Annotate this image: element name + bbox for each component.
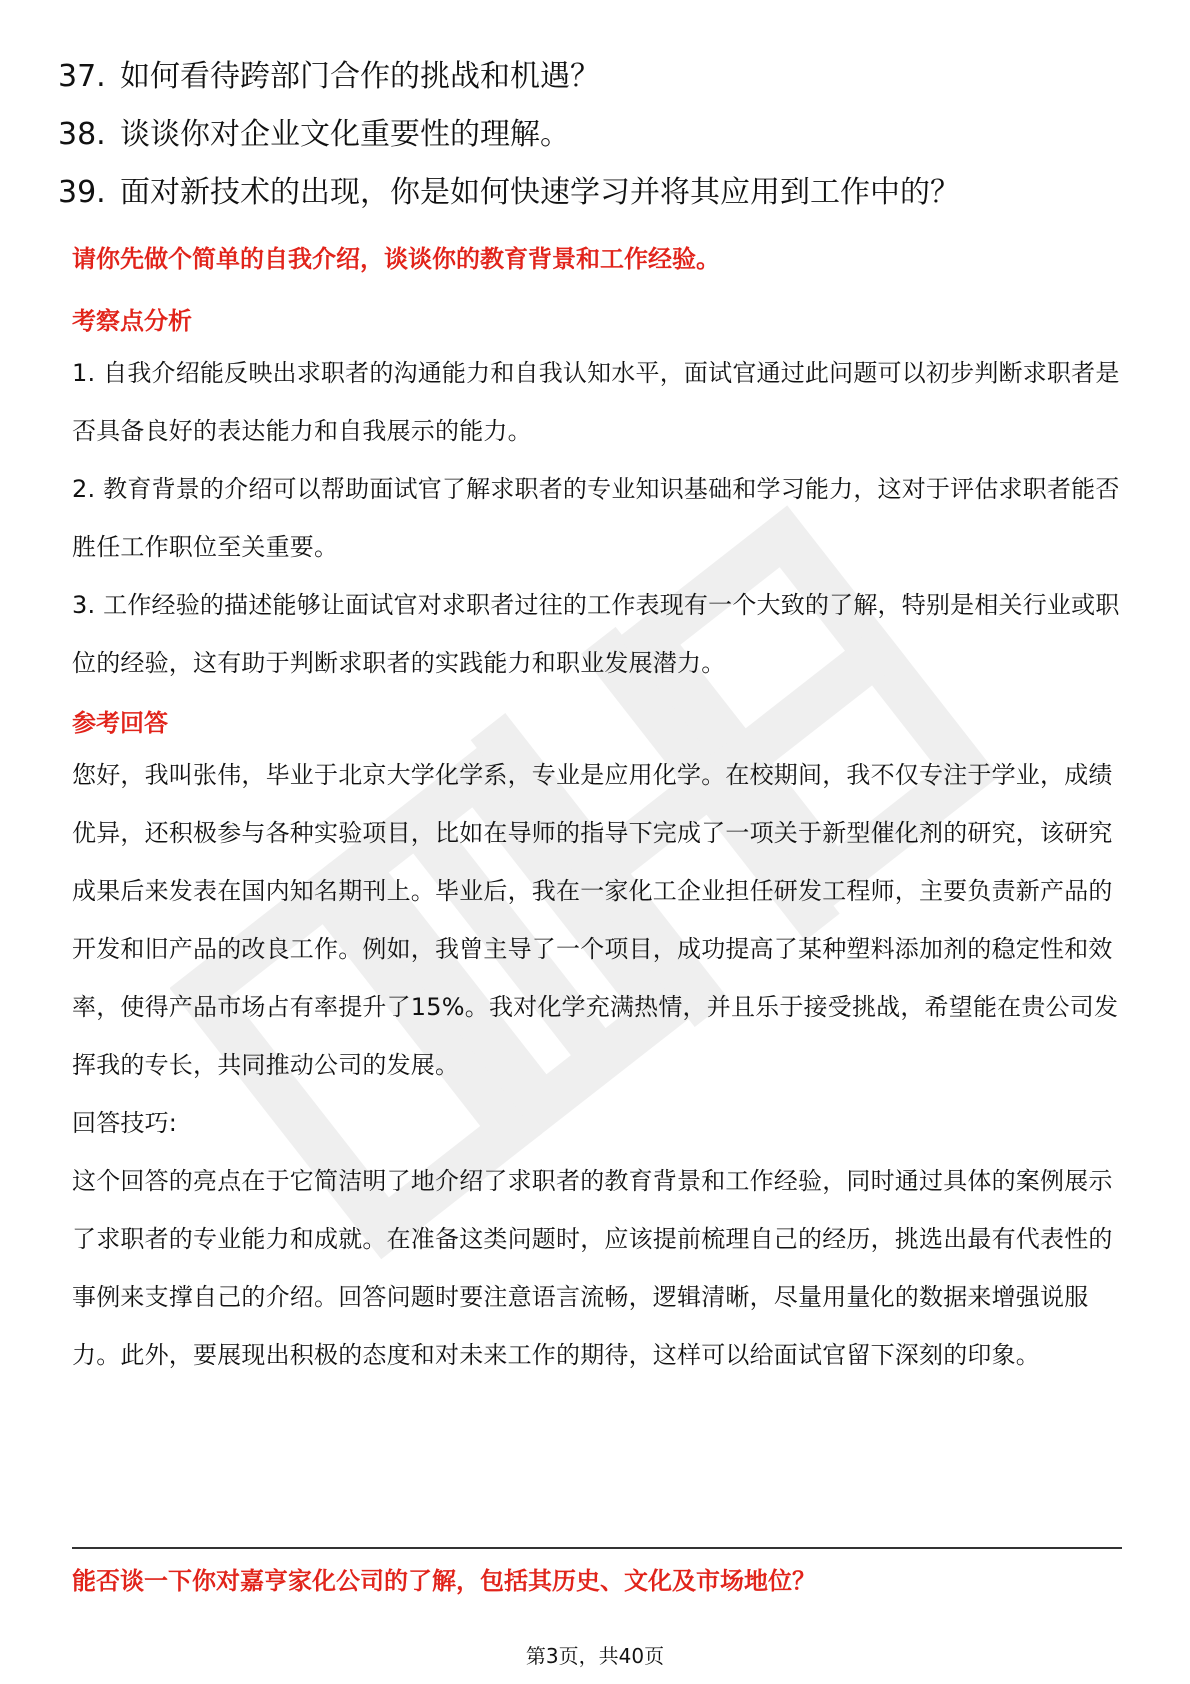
analysis-point: 3. 工作经验的描述能够让面试官对求职者过往的工作表现有一个大致的了解，特别是相关行业或职位的经验，这有助于判断求职者的实践能力和职业发展潜力。 (72, 591, 1120, 677)
question-text: 如何看待跨部门合作的挑战和机遇？ (120, 59, 600, 94)
question-number: 38. (58, 117, 106, 152)
question-item-38 (58, 106, 1138, 164)
question-text: 谈谈你对企业文化重要性的理解。 (120, 117, 570, 152)
question-number: 39. (58, 175, 106, 210)
next-question-block (72, 1566, 1122, 1596)
tips-text: 这个回答的亮点在于它简洁明了地介绍了求职者的教育背景和工作经验，同时通过具体的案例展示了求职者的专业能力和成就。在准备这类问题时，应该提前梳理自己的经历，挑选出最有代表性的事例来支撑自己的介绍。回答问题时要注意语言流畅，逻辑清晰，尽量用量化的数据来增强说服力。此外，要展现出积极的态度和对未来工作的期待，这样可以给面试官留下深刻的印象。 (72, 1167, 1113, 1369)
reference-heading: 参考回答 (72, 709, 168, 737)
next-question: 能否谈一下你对嘉亨家化公司的了解，包括其历史、文化及市场地位？ (72, 1567, 816, 1595)
analysis-heading: 考察点分析 (72, 307, 192, 335)
question-section (72, 244, 1122, 1384)
section-question: 请你先做个简单的自我介绍，谈谈你的教育背景和工作经验。 (72, 245, 720, 273)
analysis-points (72, 344, 1122, 692)
question-text: 面对新技术的出现，你是如何快速学习并将其应用到工作中的？ (120, 175, 960, 210)
question-list (58, 48, 1138, 222)
page-number: 第3页，共40页 (525, 1644, 665, 1668)
analysis-point: 2. 教育背景的介绍可以帮助面试官了解求职者的专业知识基础和学习能力，这对于评估求职者能否胜任工作职位至关重要。 (72, 475, 1120, 561)
divider (72, 1547, 1122, 1549)
tips-heading: 回答技巧: (72, 1109, 178, 1137)
question-number: 37. (58, 59, 106, 94)
reference-answer: 您好，我叫张伟，毕业于北京大学化学系，专业是应用化学。在校期间，我不仅专注于学业，成绩优异，还积极参与各种实验项目，比如在导师的指导下完成了一项关于新型催化剂的研究，该研究成果后来发表在国内知名期刊上。毕业后，我在一家化工企业担任研发工程师，主要负责新产品的开发和旧产品的改良工作。例如，我曾主导了一个项目，成功提高了某种塑料添加剂的稳定性和效率，使得产品市场占有率提升了15%。我对化学充满热情，并且乐于接受挑战，希望能在贵公司发挥我的专长，共同推动公司的发展。 (72, 761, 1119, 1079)
analysis-point: 1. 自我介绍能反映出求职者的沟通能力和自我认知水平，面试官通过此问题可以初步判断求职者是否具备良好的表达能力和自我展示的能力。 (72, 359, 1120, 445)
question-item-39 (58, 164, 1138, 222)
page-footer (0, 1640, 1190, 1669)
question-item-37 (58, 48, 1138, 106)
